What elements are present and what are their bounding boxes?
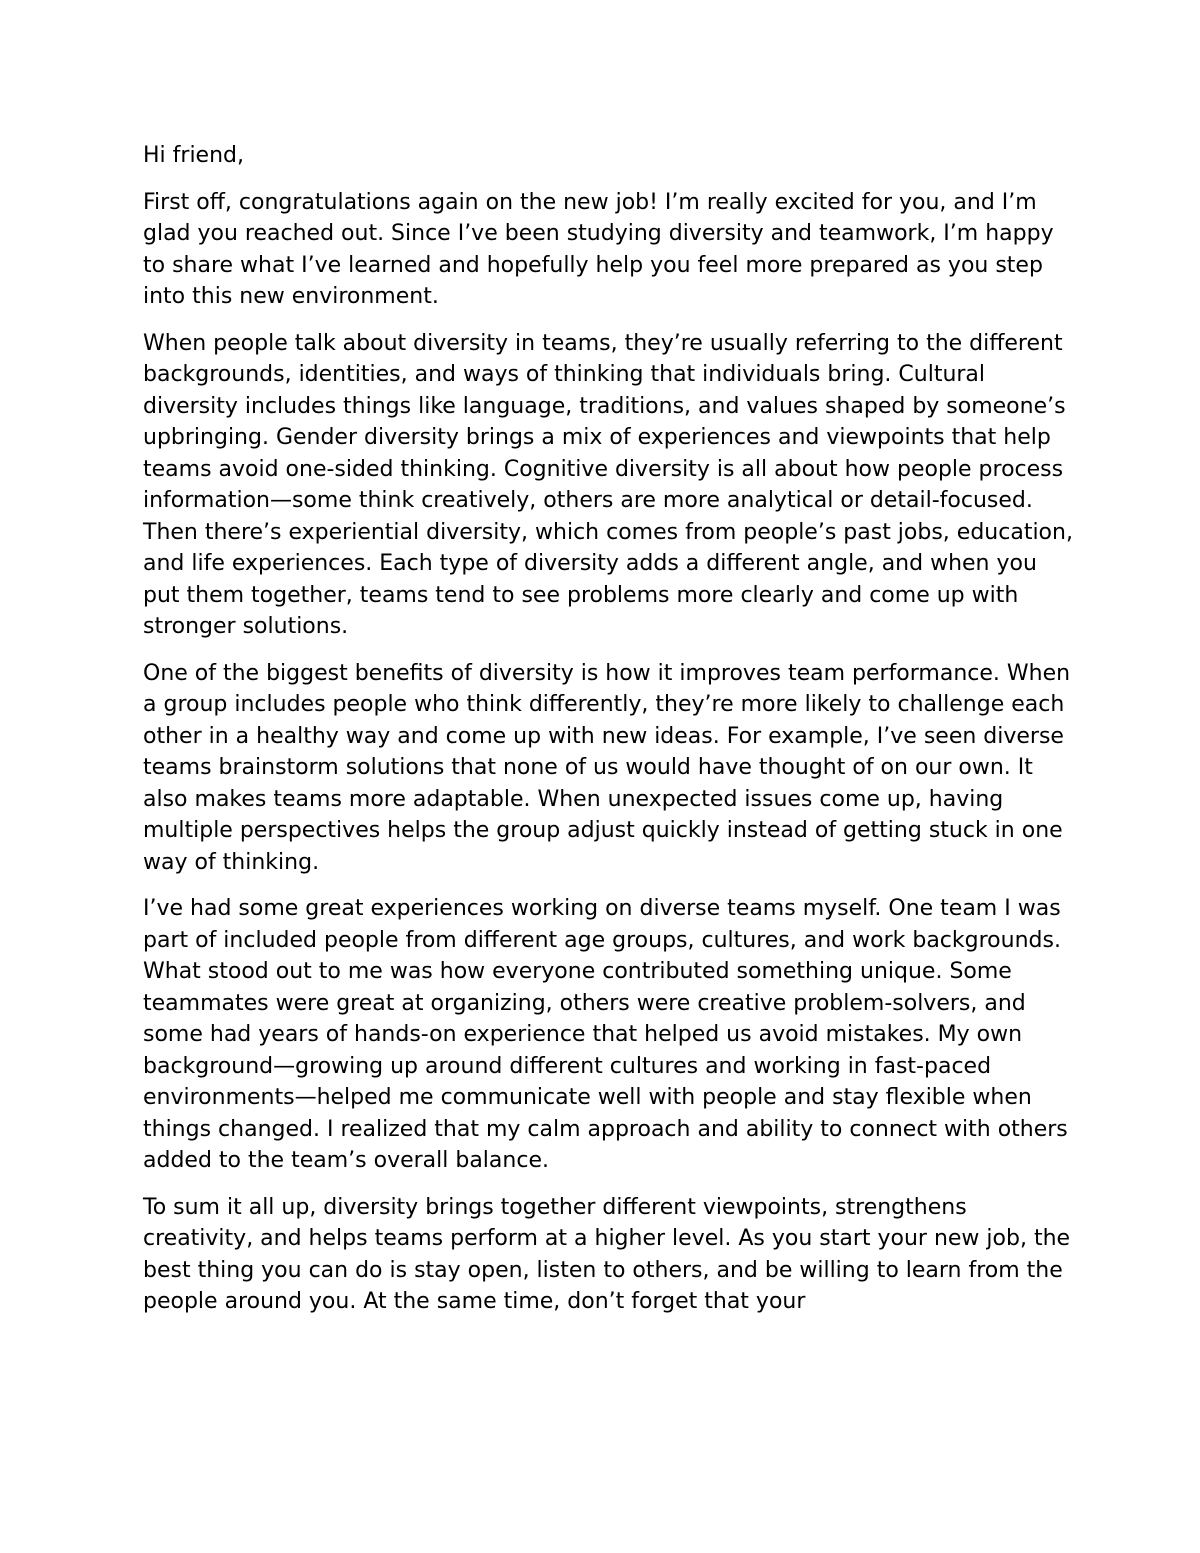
paragraph-diversity-types: When people talk about diversity in teams, they’re usually referring to the different backgrounds, identities, and ways of thinking that individuals bring. Cultural diversity includes things like language, traditions, and values shaped by someone’s upbringing. Gender diversity brings a mix of experiences and viewpoints that help teams avoid one-sided thinking. Cognitive diversity is all about how people process information—some think creatively, others are more analytical or detail-focused. Then there’s experiential diversity, which comes from people’s past jobs, education, and life experiences. Each type of diversity adds a different angle, and when you put them together, teams tend to see problems more clearly and come up with stronger solutions.	[143, 330, 1073, 639]
paragraph-summary: To sum it all up, diversity brings together different viewpoints, strengthens creativity, and helps teams perform at a higher level. As you start your new job, the best thing you can do is stay open, listen to others, and be willing to learn from the people around you. At the same time, don’t forget that your	[143, 1194, 1071, 1314]
letter-body	[143, 140, 1073, 1333]
paragraph-intro: First off, congratulations again on the new job! I’m really excited for you, and I’m glad you reached out. Since I’ve been studying diversity and teamwork, I’m happy to share what I’ve learned and hopefully help you feel more prepared as you step into this new environment.	[143, 189, 1054, 309]
paragraph-benefits: One of the biggest benefits of diversity is how it improves team performance. When a group includes people who think differently, they’re more likely to challenge each other in a healthy way and come up with new ideas. For example, I’ve seen diverse teams brainstorm solutions that none of us would have thought of on our own. It also makes teams more adaptable. When unexpected issues come up, having multiple perspectives helps the group adjust quickly instead of getting stuck in one way of thinking.	[143, 660, 1071, 875]
paragraph-experience: I’ve had some great experiences working on diverse teams myself. One team I was part of included people from different age groups, cultures, and work backgrounds. What stood out to me was how everyone contributed something unique. Some teammates were great at organizing, others were creative problem-solvers, and some had years of hands-on experience that helped us avoid mistakes. My own background—growing up around different cultures and working in fast-paced environments—helped me communicate well with people and stay flexible when things changed. I realized that my calm approach and ability to connect with others added to the team’s overall balance.	[143, 896, 1068, 1173]
greeting: Hi friend,	[143, 143, 244, 168]
